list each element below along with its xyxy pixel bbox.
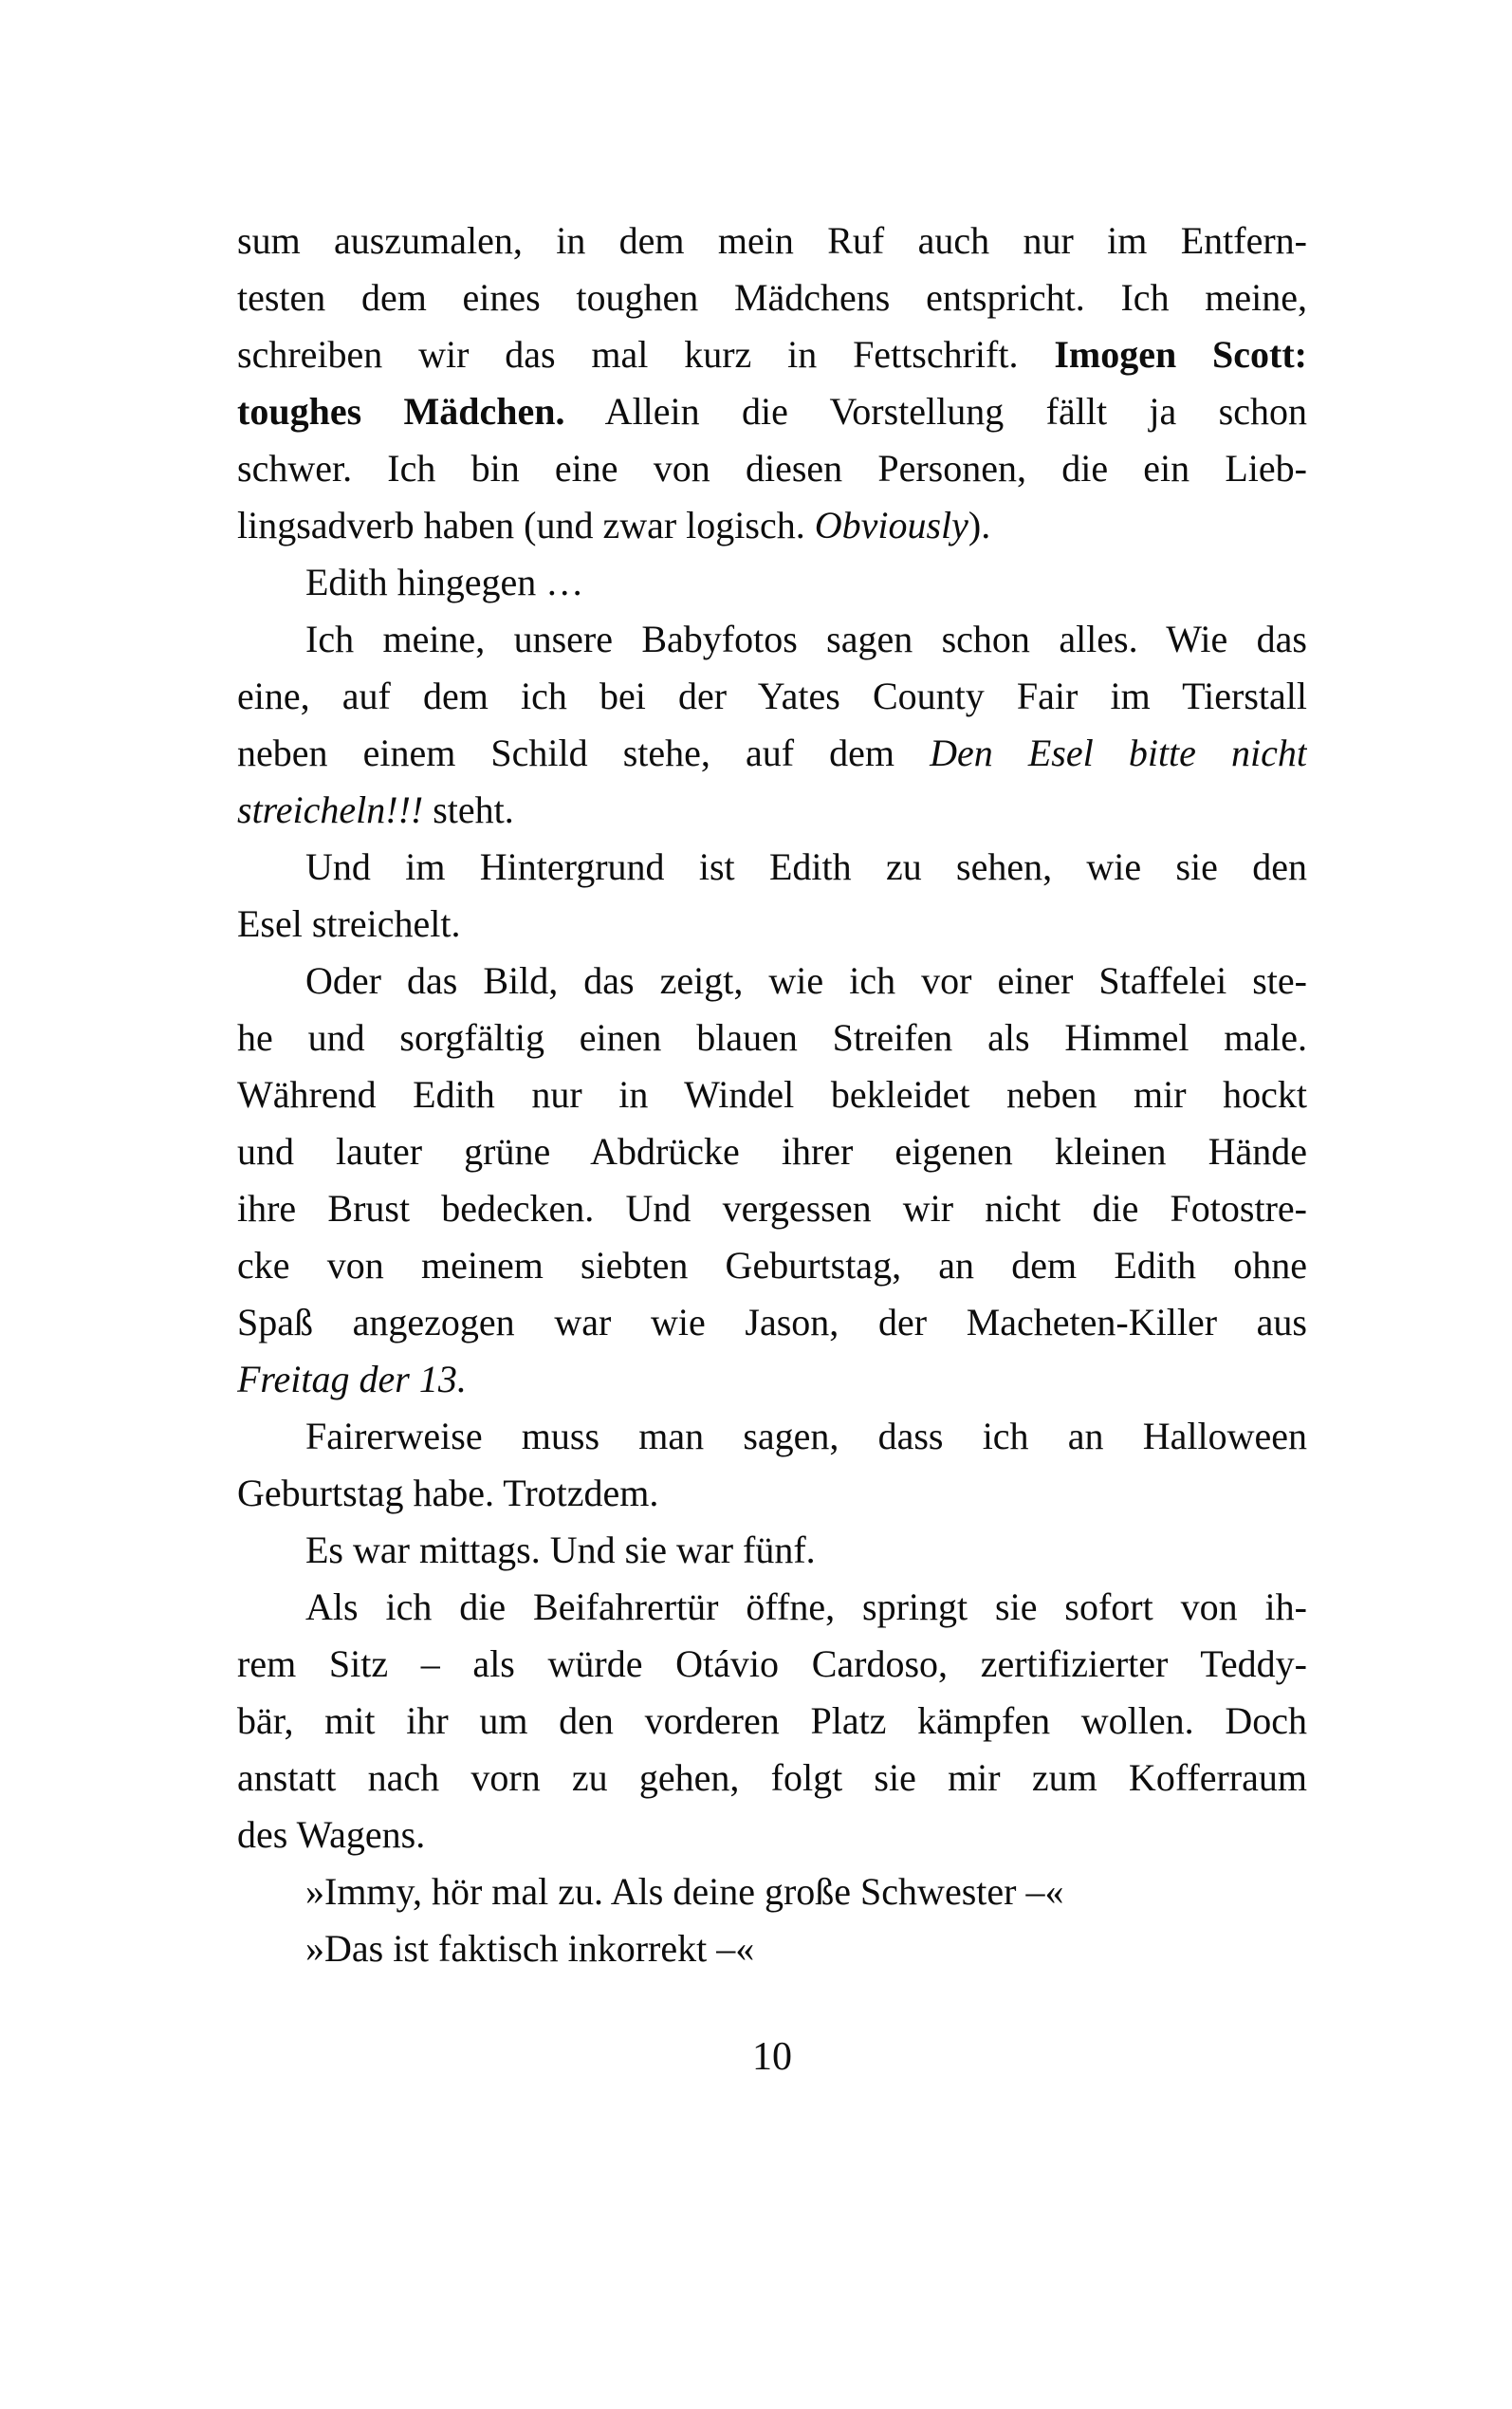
- text-segment-bold: Imogen Scott:: [1054, 333, 1307, 376]
- text-segment: »Immy, hör mal zu. Als deine große Schwester –«: [305, 1870, 1064, 1913]
- text-segment: steht.: [423, 788, 514, 831]
- text-segment: ihre Brust bedecken. Und vergessen wir nicht die Fotostre-: [237, 1187, 1307, 1230]
- text-segment: neben einem Schild stehe, auf dem: [237, 732, 931, 774]
- page-number: 10: [752, 2035, 792, 2079]
- text-segment: he und sorgfältig einen blauen Streifen als Himmel male.: [237, 1016, 1307, 1059]
- text-segment: bär, mit ihr um den vorderen Platz kämpfen wollen. Doch: [237, 1699, 1307, 1742]
- text-segment: Oder das Bild, das zeigt, wie ich vor einer Staffelei ste-: [305, 959, 1307, 1002]
- text-segment: Fairerweise muss man sagen, dass ich an Halloween: [305, 1415, 1307, 1457]
- text-segment: Es war mittags. Und sie war fünf.: [305, 1529, 816, 1571]
- text-line: [237, 1920, 1307, 1977]
- text-line: [237, 953, 1307, 1010]
- text-line: [237, 1180, 1307, 1237]
- text-segment: Allein die Vorstellung fällt ja schon: [564, 390, 1307, 433]
- text-line: [237, 497, 1307, 554]
- text-line: [237, 1465, 1307, 1522]
- text-line: [237, 383, 1307, 440]
- text-segment: Esel streichelt.: [237, 902, 461, 945]
- text-segment: Als ich die Beifahrertür öffne, springt sie sofort von ih-: [305, 1585, 1307, 1628]
- text-line: [237, 1807, 1307, 1863]
- text-line: [237, 611, 1307, 668]
- text-line: [237, 440, 1307, 497]
- text-line: [237, 1693, 1307, 1750]
- text-segment: »Das ist faktisch inkorrekt –«: [305, 1927, 755, 1970]
- text-line: [237, 839, 1307, 896]
- text-segment: anstatt nach vorn zu gehen, folgt sie mir zum Kofferraum: [237, 1756, 1307, 1799]
- text-segment-italic: streicheln!!!: [237, 788, 424, 831]
- text-segment: Während Edith nur in Windel bekleidet neben mir hockt: [237, 1073, 1307, 1116]
- text-segment: Edith hingegen …: [305, 561, 584, 603]
- text-segment: und lauter grüne Abdrücke ihrer eigenen kleinen Hände: [237, 1130, 1307, 1173]
- text-line: [237, 1863, 1307, 1920]
- text-line: [237, 1522, 1307, 1579]
- text-segment: cke von meinem siebten Geburtstag, an dem Edith ohne: [237, 1244, 1307, 1287]
- text-segment: Geburtstag habe. Trotzdem.: [237, 1472, 659, 1514]
- text-line: [237, 1066, 1307, 1123]
- text-line: [237, 782, 1307, 839]
- text-block: [237, 213, 1307, 1977]
- text-line: [237, 725, 1307, 782]
- text-segment: eine, auf dem ich bei der Yates County Fair im Tierstall: [237, 675, 1307, 717]
- text-line: [237, 326, 1307, 383]
- text-line: [237, 896, 1307, 953]
- text-segment: sum auszumalen, in dem mein Ruf auch nur im Entfern-: [237, 219, 1307, 262]
- text-segment: des Wagens.: [237, 1813, 426, 1856]
- text-segment: Und im Hintergrund ist Edith zu sehen, wie sie den: [305, 845, 1307, 888]
- text-line: [237, 1294, 1307, 1351]
- text-segment: testen dem eines toughen Mädchens entspricht. Ich meine,: [237, 276, 1307, 319]
- text-line: [237, 213, 1307, 269]
- text-line: [237, 1408, 1307, 1465]
- text-line: [237, 1237, 1307, 1294]
- text-segment-bold: toughes Mädchen.: [237, 390, 565, 433]
- text-segment: Spaß angezogen war wie Jason, der Macheten-Killer aus: [237, 1301, 1307, 1343]
- text-line: [237, 668, 1307, 725]
- text-segment: rem Sitz – als würde Otávio Cardoso, zertifizierter Teddy-: [237, 1642, 1307, 1685]
- text-line: [237, 1636, 1307, 1693]
- text-line: [237, 1010, 1307, 1066]
- text-line: [237, 1750, 1307, 1807]
- text-line: [237, 554, 1307, 611]
- text-segment: lingsadverb haben (und zwar logisch.: [237, 504, 815, 547]
- text-segment-italic: Obviously: [814, 504, 968, 547]
- text-segment: schreiben wir das mal kurz in Fettschrift.: [237, 333, 1055, 376]
- text-line: [237, 1579, 1307, 1636]
- text-line: [237, 269, 1307, 326]
- text-segment: schwer. Ich bin eine von diesen Personen, die ein Lieb-: [237, 447, 1307, 490]
- text-segment-italic: Den Esel bitte nicht: [930, 732, 1307, 774]
- text-segment: Ich meine, unsere Babyfotos sagen schon alles. Wie das: [305, 618, 1307, 660]
- text-segment-italic: Freitag der 13.: [237, 1358, 467, 1400]
- text-line: [237, 1351, 1307, 1408]
- text-segment: ).: [968, 504, 991, 547]
- text-line: [237, 1123, 1307, 1180]
